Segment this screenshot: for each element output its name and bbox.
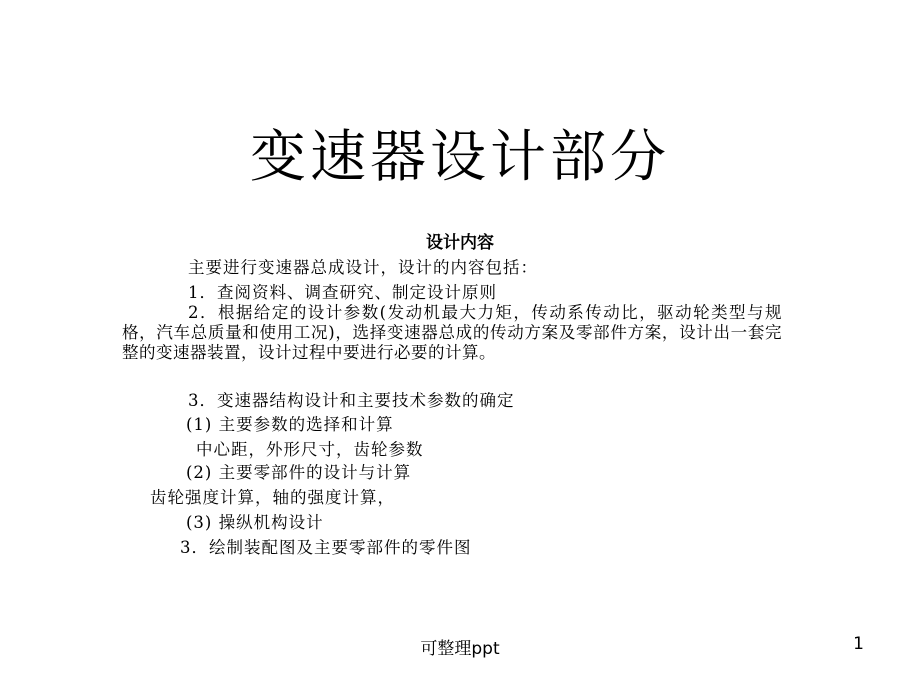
sub-item-2: (2) 主要零部件的设计与计算 [186,463,412,482]
sub-item-1-detail: 中心距，外形尺寸，齿轮参数 [196,440,424,459]
sub-item-1: (1) 主要参数的选择和计算 [186,415,394,434]
section-heading: 设计内容 [426,233,494,253]
intro-line: 主要进行变速器总成设计，设计的内容包括： [188,258,538,277]
item-4: 3．绘制装配图及主要零部件的零件图 [180,538,472,557]
slide-title: 变速器设计部分 [250,125,670,190]
item-1: 1．查阅资料、调查研究、制定设计原则 [188,283,497,302]
footer-text: 可整理ppt [420,639,500,659]
sub-item-3: (3) 操纵机构设计 [186,513,324,532]
item-3: 3．变速器结构设计和主要技术参数的确定 [188,391,515,410]
item-2-paragraph: 2．根据给定的设计参数(发动机最大力矩，传动系传动比，驱动轮类型与规格，汽车总质量和使用工况)，选择变速器总成的传动方案及零部件方案，设计出一套完整的变速器装置，设计过程中要进行必要的计算。 [122,303,782,362]
sub-item-2-detail: 齿轮强度计算，轴的强度计算， [150,488,395,507]
page-number: 1 [853,634,864,654]
